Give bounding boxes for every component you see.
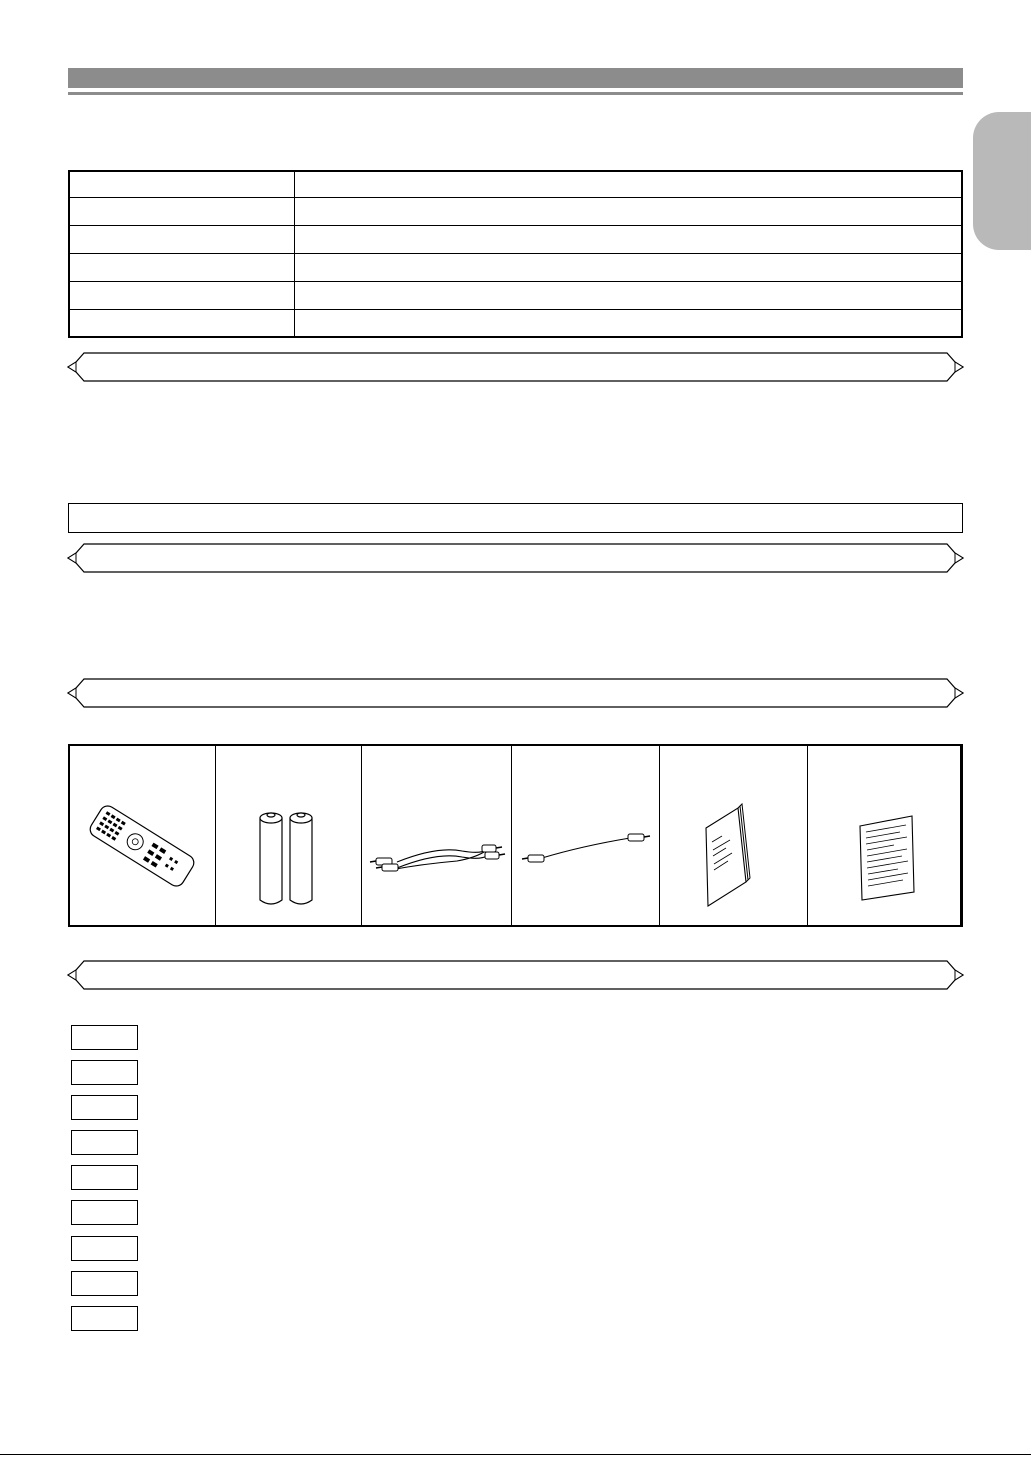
spec-table-row-line — [70, 225, 961, 226]
rca-cable-icon — [512, 746, 660, 925]
legend-icon-box — [71, 1165, 138, 1190]
accessory-cell-manual — [660, 746, 808, 925]
section-banner-4 — [66, 960, 965, 990]
quick-guide-sheet-icon — [808, 746, 961, 925]
accessory-cell-av-cable — [362, 746, 512, 925]
accessory-cell-rca-cable — [512, 746, 660, 925]
section-banner-3 — [66, 678, 965, 708]
note-box — [68, 503, 963, 533]
owners-manual-icon — [660, 746, 808, 925]
section-banner-2 — [66, 543, 965, 573]
legend-icon-box — [71, 1306, 138, 1331]
spec-table-row-line — [70, 253, 961, 254]
accessory-cell-remote — [70, 746, 216, 925]
legend-icon-box — [71, 1060, 138, 1085]
av-cable-icon — [362, 746, 512, 925]
legend-icon-box — [71, 1271, 138, 1296]
remote-control-icon — [70, 746, 216, 925]
page-header-rule — [68, 92, 963, 95]
legend-icon-box — [71, 1200, 138, 1225]
section-banner-1 — [66, 352, 965, 382]
language-tab — [973, 112, 1031, 250]
spec-table-row-line — [70, 197, 961, 198]
legend-icon-box — [71, 1025, 138, 1050]
spec-table — [68, 170, 963, 338]
legend-icon-box — [71, 1095, 138, 1120]
spec-table-row-line — [70, 309, 961, 310]
accessories-table — [68, 744, 963, 927]
legend-icon-box — [71, 1130, 138, 1155]
accessory-cell-sheet — [808, 746, 961, 925]
batteries-icon — [216, 746, 362, 925]
spec-table-row-line — [70, 281, 961, 282]
page-header-bar — [68, 68, 963, 88]
page-footer-rule — [0, 1454, 1031, 1455]
accessory-cell-batteries — [216, 746, 362, 925]
legend-icon-box — [71, 1236, 138, 1261]
